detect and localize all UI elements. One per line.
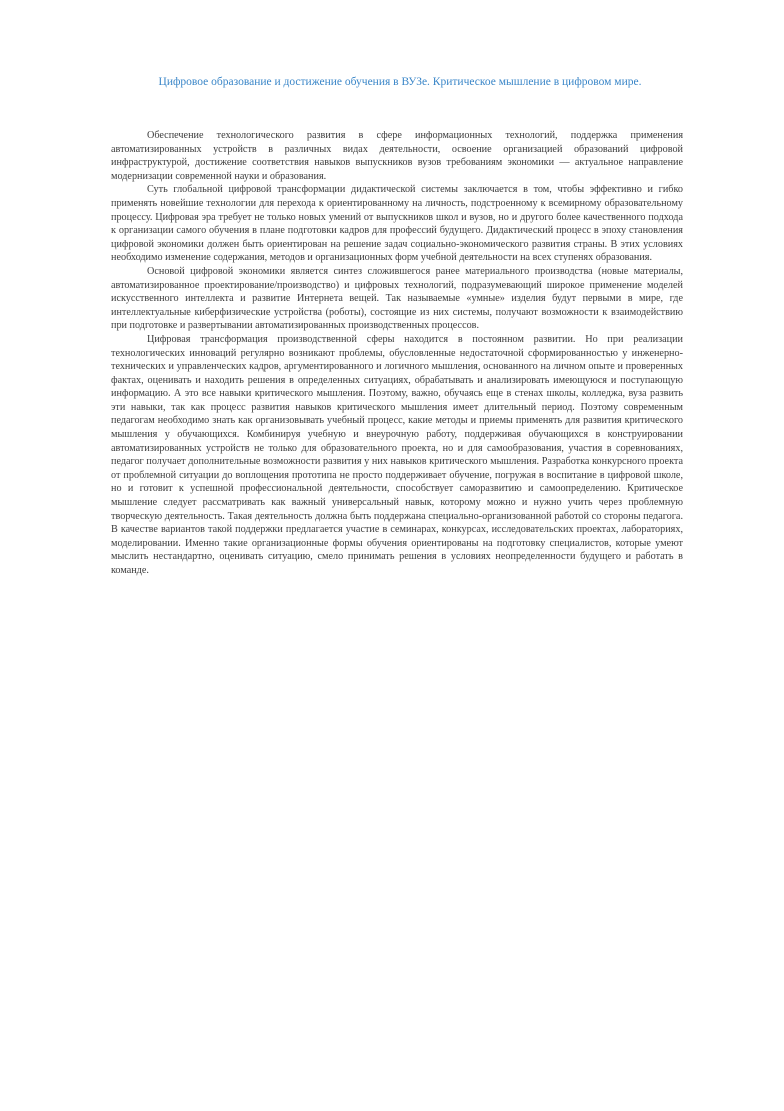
paragraph: Основой цифровой экономики является синтез сложившегося ранее материального производства (новые материалы, автоматизированное проектирование/производство) и цифровых технологий, подразумевающий широкое применение моделей искусственного интеллекта и развитие Интернета вещей. Так называемые «умные» изделия будут первыми в мире, где интеллектуальные киберфизические устройства (роботы), состоящие из них системы, получают возможности к взаимодействию при подготовке и развертывании автоматизированных производственных процессов. [111, 265, 683, 332]
paragraph: Цифровая трансформация производственной сферы находится в постоянном развитии. Но при реализации технологических инноваций регулярно возникают проблемы, обусловленные недостаточной сформированностью у инженерно-технических и управленческих кадров, аргументированного и логичного мышления, основанного на личном опыте и проверенных фактах, оценивать и находить решения в определенных ситуациях, обрабатывать и анализировать имеющуюся и поступающую информацию. А это все навыки критического мышления. Поэтому, важно, обучаясь еще в стенах школы, колледжа, вуза развить эти навыки, так как процесс развития навыков критического мышления имеет длительный период. Поэтому современным педагогам необходимо знать как организовывать учебный процесс, какие методы и приемы применять для развития критического мышления у обучающихся. Комбинируя учебную и внеурочную работу, поддерживая обучающихся в конструировании автоматизированных устройств не только для образовательного проекта, но и для самообразования, участия в соревнованиях, педагог получает дополнительные возможности развития у них навыков критического мышления. Разработка конкурсного проекта от проблемной ситуации до воплощения прототипа не просто поддерживает обучение, погружая в воспитание в цифровой школе, но и готовит к успешной профессиональной деятельности, способствует саморазвитию и самоопределению. Критическое мышление следует рассматривать как важный универсальный навык, которому можно и нужно учить через проблемную творческую деятельность. Такая деятельность должна быть поддержана специально-организованной работой со стороны педагога. В качестве вариантов такой поддержки предлагается участие в семинарах, конкурсах, исследовательских проектах, лабораториях, моделировании. Именно такие организационные формы обучения ориентированы на подготовку специалистов, которые умеют мыслить нестандартно, оценивать ситуацию, смело принимать решения в условиях неопределенности будущего и работать в команде. [111, 333, 683, 576]
paragraph: Обеспечение технологического развития в сфере информационных технологий, поддержка применения автоматизированных устройств в различных видах деятельности, освоение организацией образований цифровой инфраструктурой, достижение соответствия навыков выпускников вузов требованиям экономики — актуальное направление модернизации современной науки и образования. [111, 130, 683, 182]
document-body [111, 129, 683, 578]
paragraph: Суть глобальной цифровой трансформации дидактической системы заключается в том, чтобы эффективно и гибко применять новейшие технологии для перехода к ориентированному на личность, подстроенному к всемирному образовательному процессу. Цифровая эра требует не только новых умений от выпускников школ и вузов, но и другого более качественного подхода к организации самого обучения в плане подготовки кадров для профессий будущего. Дидактический процесс в эпоху становления цифровой экономики должен быть ориентирован на решение задач социально-экономического развития страны. В этих условиях необходимо изменение содержания, методов и организационных форм учебной деятельности на всех ступенях образования. [111, 184, 683, 264]
document-title: Цифровое образование и достижение обучения в ВУЗе. Критическое мышление в цифровом мире. [158, 76, 642, 88]
